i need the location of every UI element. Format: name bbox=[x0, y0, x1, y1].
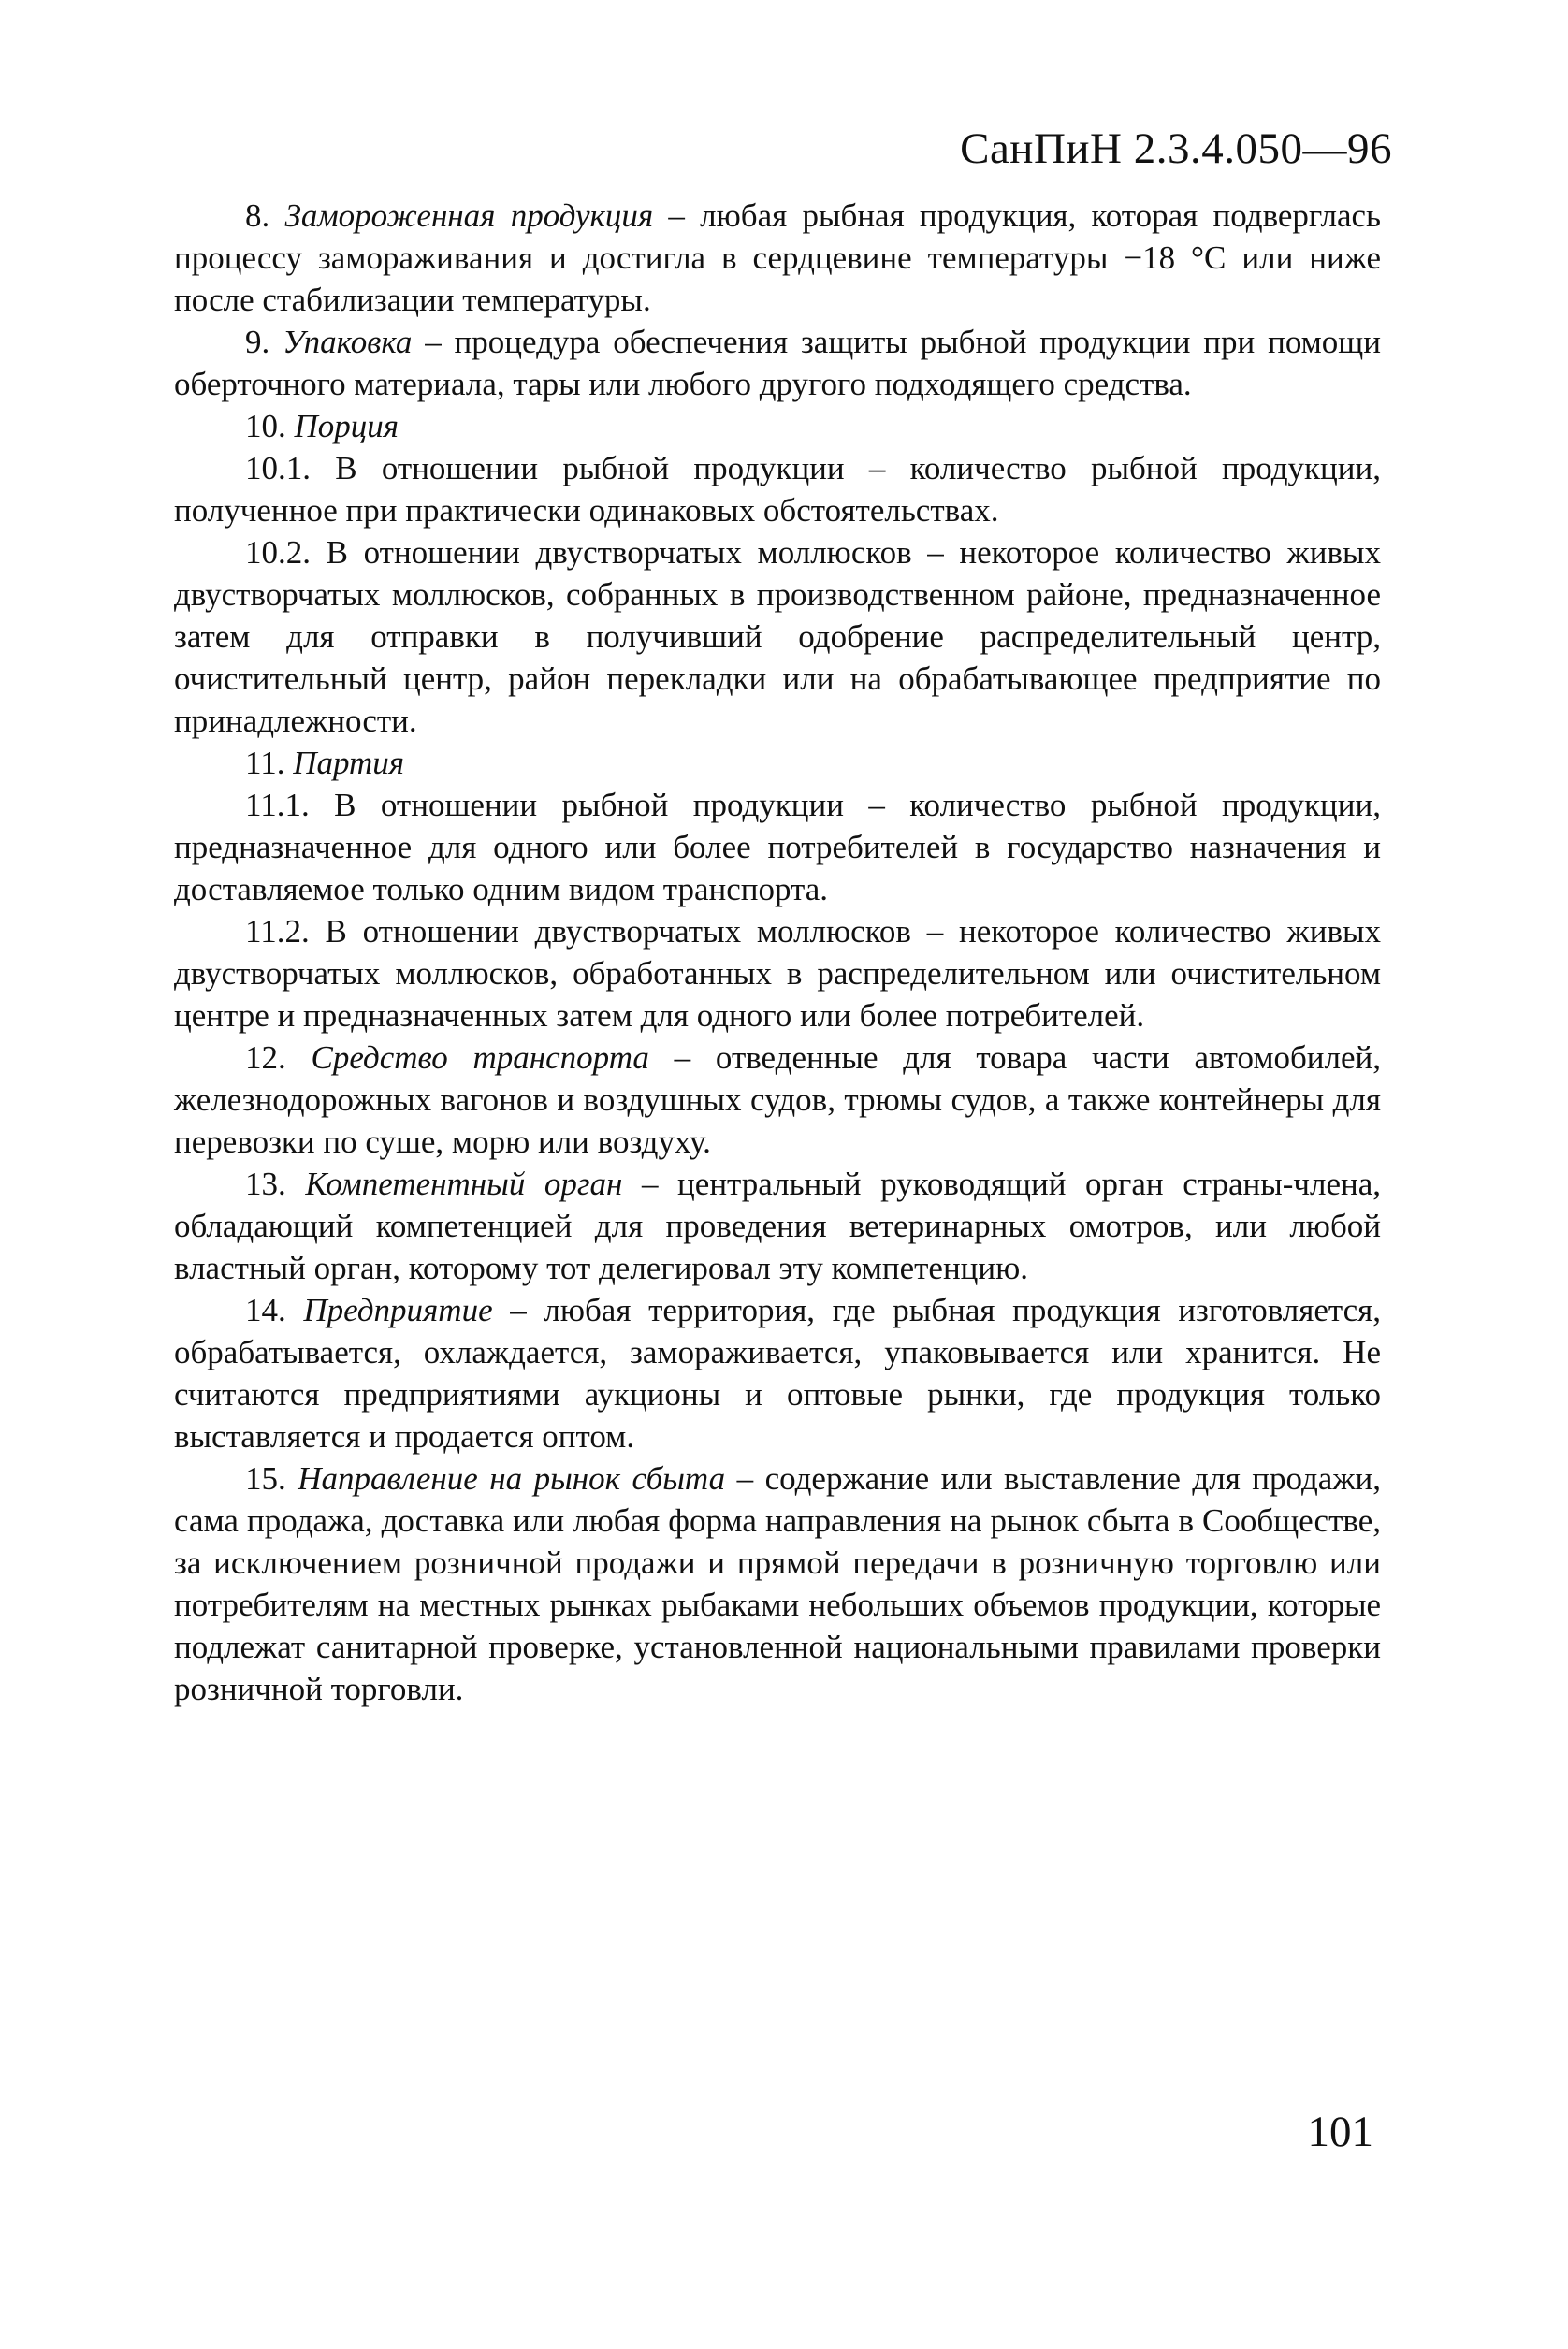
paragraph-text: В отношении двустворчатых моллюсков – некоторое количество живых двустворчатых моллюсков, собранных в производственном районе, предназначенное затем для отправки в получивший одобрение распределительный центр, очистительный центр, район перекладки или на обрабатывающее предприятие по принадлежности. bbox=[174, 534, 1382, 739]
paragraph-10 bbox=[174, 405, 1381, 447]
paragraph-text: – любая территория, где рыбная продукция изготовляется, обрабатывается, охлаждается, замораживается, упаковывается или хранится. Не считаются предприятиями аукционы и оптовые рынки, где продукция только выставляется и продается оптом. bbox=[174, 1292, 1381, 1455]
paragraph-number: 10.2. bbox=[245, 534, 311, 571]
paragraph-number: 12. bbox=[245, 1039, 286, 1076]
defined-term: Замороженная продукция bbox=[284, 197, 654, 234]
paragraph-14 bbox=[174, 1289, 1381, 1457]
paragraph-text: В отношении двустворчатых моллюсков – некоторое количество живых двустворчатых моллюсков, обработанных в распределительном или очистительном центре и предназначенных затем для одного или более потребителей. bbox=[174, 913, 1381, 1034]
paragraph-text: – отведенные для товара части автомобилей, железнодорожных вагонов и воздушных судов, трюмы судов, а также контейнеры для перевозки по суше, морю или воздуху. bbox=[174, 1039, 1382, 1160]
paragraph-number: 13. bbox=[245, 1166, 286, 1202]
paragraph-9 bbox=[174, 321, 1381, 405]
paragraph-number: 11.1. bbox=[245, 787, 310, 823]
defined-term: Упаковка bbox=[283, 324, 413, 360]
defined-term: Направление на рынок сбыта bbox=[298, 1460, 726, 1497]
paragraph-10-2 bbox=[174, 531, 1381, 742]
paragraph-number: 8. bbox=[245, 197, 270, 234]
document-body bbox=[174, 195, 1381, 1710]
paragraph-10-1 bbox=[174, 447, 1381, 531]
paragraph-number: 15. bbox=[245, 1460, 286, 1497]
paragraph-8 bbox=[174, 195, 1381, 321]
paragraph-text: В отношении рыбной продукции – количество рыбной продукции, предназначенное для одного или более потребителей в государство назначения и доставляемое только одним видом транспорта. bbox=[174, 787, 1381, 907]
paragraph-number: 10.1. bbox=[245, 450, 311, 486]
paragraph-13 bbox=[174, 1163, 1381, 1289]
document-code: СанПиН 2.3.4.050—96 bbox=[960, 124, 1392, 173]
paragraph-number: 9. bbox=[245, 324, 270, 360]
paragraph-number: 11.2. bbox=[245, 913, 310, 950]
paragraph-number: 11. bbox=[245, 745, 285, 781]
defined-term: Предприятие bbox=[303, 1292, 493, 1328]
paragraph-number: 14. bbox=[245, 1292, 286, 1328]
paragraph-number: 10. bbox=[245, 408, 286, 444]
paragraph-15 bbox=[174, 1457, 1381, 1710]
defined-term: Компетентный орган bbox=[305, 1166, 623, 1202]
paragraph-text: – содержание или выставление для продажи, сама продажа, доставка или любая форма направления на рынок сбыта в Сообществе, за исключением розничной продажи и прямой передачи в розничную торговлю или потребителям на местных рынках рыбаками небольших объемов продукции, которые подлежат санитарной проверке, установленной национальными правилами проверки розничной торговли. bbox=[174, 1460, 1381, 1707]
page-number: 101 bbox=[1307, 2108, 1373, 2156]
paragraph-12 bbox=[174, 1037, 1381, 1163]
paragraph-text: – любая рыбная продукция, которая подверглась процессу замораживания и достигла в сердцевине температуры −18 °С или ниже после стабилизации температуры. bbox=[174, 197, 1381, 318]
paragraph-text: – центральный руководящий орган страны-члена, обладающий компетенцией для проведения ветеринарных омотров, или любой властный орган, которому тот делегировал эту компетенцию. bbox=[174, 1166, 1382, 1286]
paragraph-text: – процедура обеспечения защиты рыбной продукции при помощи оберточного материала, тары или любого другого подходящего средства. bbox=[174, 324, 1381, 402]
defined-term: Порция bbox=[294, 408, 399, 444]
defined-term: Средство транспорта bbox=[311, 1039, 649, 1076]
paragraph-11-2 bbox=[174, 910, 1381, 1037]
paragraph-11-1 bbox=[174, 784, 1381, 910]
paragraph-text: В отношении рыбной продукции – количество рыбной продукции, полученное при практически одинаковых обстоятельствах. bbox=[174, 450, 1381, 529]
paragraph-11 bbox=[174, 742, 1381, 784]
defined-term: Партия bbox=[293, 745, 405, 781]
